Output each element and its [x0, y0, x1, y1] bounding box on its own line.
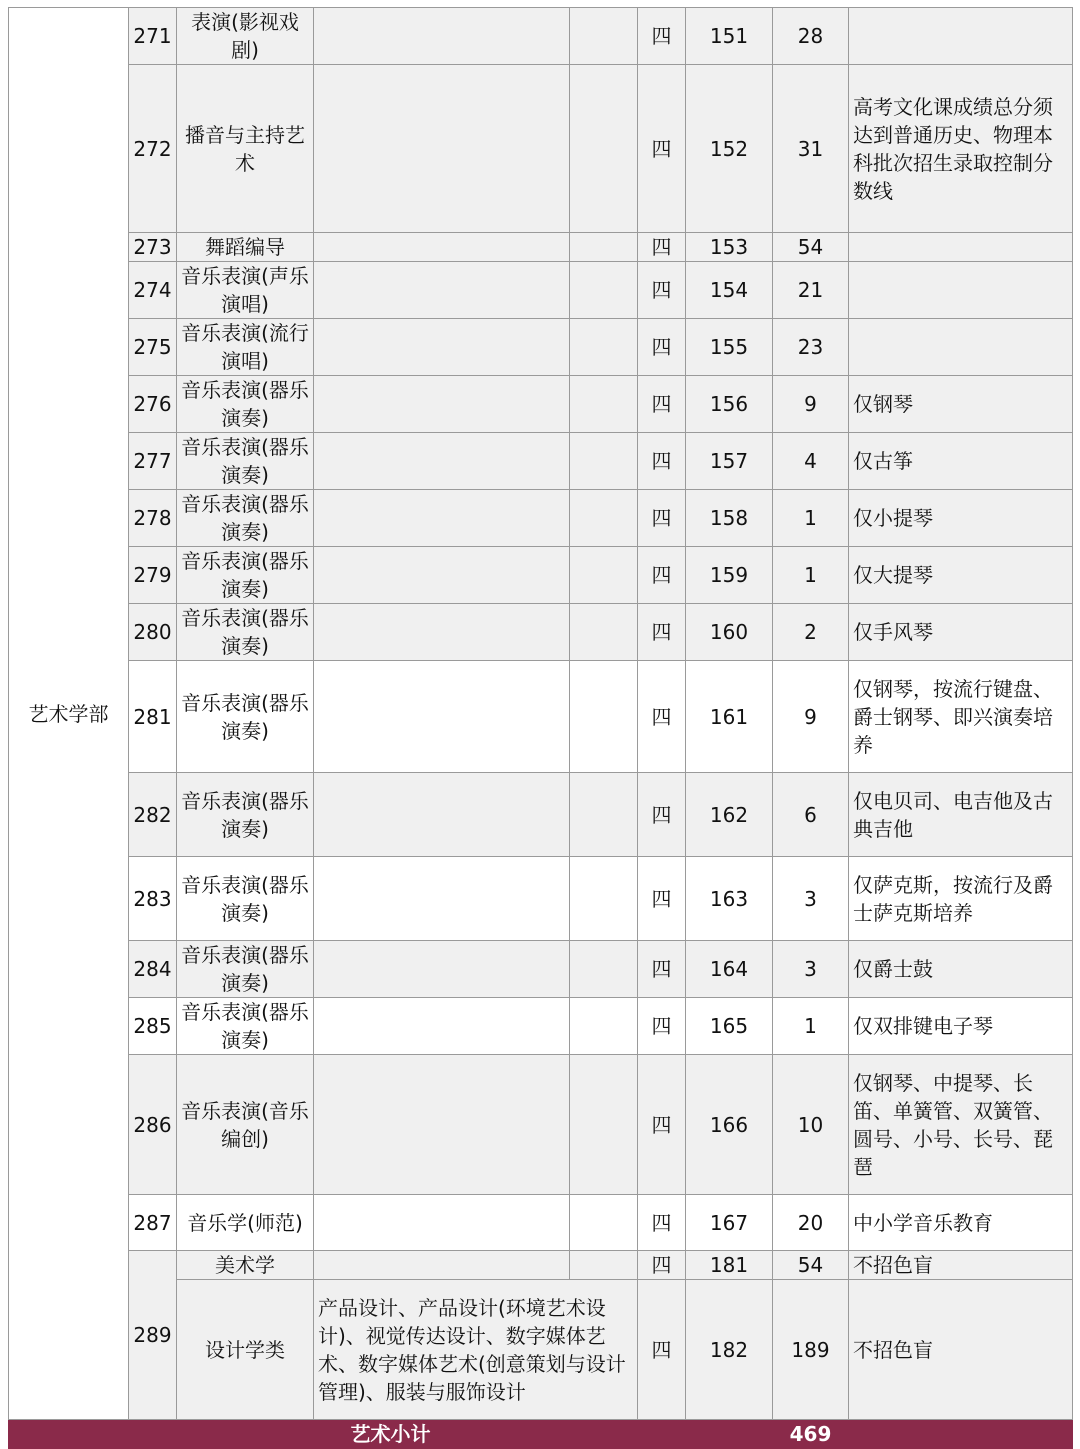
- major-name: 音乐表演(器乐演奏): [177, 998, 314, 1055]
- subtotal-label: 艺术小计: [9, 1420, 773, 1449]
- sub-majors: [314, 8, 570, 65]
- school-years: 四: [638, 547, 686, 604]
- school-years: 四: [638, 376, 686, 433]
- sub-majors: [314, 65, 570, 233]
- plan-count: 9: [773, 661, 849, 773]
- blank-cell: [570, 1251, 638, 1280]
- remark: [849, 319, 1073, 376]
- remark: 仅钢琴、中提琴、长笛、单簧管、双簧管、圆号、小号、长号、琵琶: [849, 1055, 1073, 1195]
- remark: 仅电贝司、电吉他及古典吉他: [849, 773, 1073, 857]
- row-number: 274: [129, 262, 177, 319]
- school-years: 四: [638, 262, 686, 319]
- school-years: 四: [638, 8, 686, 65]
- row-number: 275: [129, 319, 177, 376]
- table-row: [9, 65, 1073, 233]
- plan-count: 28: [773, 8, 849, 65]
- row-number: 285: [129, 998, 177, 1055]
- table-row: [9, 8, 1073, 65]
- table-row: [9, 773, 1073, 857]
- sub-majors: [314, 376, 570, 433]
- remark: [849, 233, 1073, 262]
- plan-count: 3: [773, 857, 849, 941]
- major-name: 音乐表演(器乐演奏): [177, 941, 314, 998]
- blank-cell: [570, 1055, 638, 1195]
- sub-majors: [314, 998, 570, 1055]
- major-code: 163: [686, 857, 773, 941]
- row-number: 283: [129, 857, 177, 941]
- blank-cell: [570, 233, 638, 262]
- major-code: 158: [686, 490, 773, 547]
- major-code: 182: [686, 1280, 773, 1420]
- major-name: 音乐表演(器乐演奏): [177, 547, 314, 604]
- row-number: 284: [129, 941, 177, 998]
- table-row: [9, 1251, 1073, 1280]
- sub-majors: [314, 661, 570, 773]
- major-code: 154: [686, 262, 773, 319]
- row-number: 280: [129, 604, 177, 661]
- row-number: 273: [129, 233, 177, 262]
- blank-cell: [570, 661, 638, 773]
- school-years: 四: [638, 1280, 686, 1420]
- plan-count: 3: [773, 941, 849, 998]
- table-row: [9, 433, 1073, 490]
- major-code: 159: [686, 547, 773, 604]
- remark: 仅小提琴: [849, 490, 1073, 547]
- major-name: 音乐表演(器乐演奏): [177, 604, 314, 661]
- school-years: 四: [638, 604, 686, 661]
- major-code: 167: [686, 1195, 773, 1251]
- major-name: 音乐表演(器乐演奏): [177, 433, 314, 490]
- school-years: 四: [638, 65, 686, 233]
- subtotal-plan: 469: [773, 1420, 849, 1449]
- blank-cell: [570, 65, 638, 233]
- major-name: 设计学类: [177, 1280, 314, 1420]
- major-name: 音乐表演(音乐编创): [177, 1055, 314, 1195]
- sub-majors: [314, 857, 570, 941]
- table-row: [9, 490, 1073, 547]
- major-code: 160: [686, 604, 773, 661]
- table-row: [9, 1195, 1073, 1251]
- major-name: 舞蹈编导: [177, 233, 314, 262]
- major-name: 音乐表演(器乐演奏): [177, 376, 314, 433]
- row-number: 278: [129, 490, 177, 547]
- major-name: 音乐表演(器乐演奏): [177, 661, 314, 773]
- major-name: 音乐学(师范): [177, 1195, 314, 1251]
- plan-count: 10: [773, 1055, 849, 1195]
- school-years: 四: [638, 433, 686, 490]
- row-number: 271: [129, 8, 177, 65]
- plan-count: 1: [773, 547, 849, 604]
- sub-majors: [314, 319, 570, 376]
- sub-majors: [314, 262, 570, 319]
- major-code: 151: [686, 8, 773, 65]
- sub-majors: 产品设计、产品设计(环境艺术设计)、视觉传达设计、数字媒体艺术、数字媒体艺术(创意策划与设计管理)、服装与服饰设计: [314, 1280, 638, 1420]
- major-name: 音乐表演(器乐演奏): [177, 857, 314, 941]
- major-code: 156: [686, 376, 773, 433]
- blank-cell: [570, 490, 638, 547]
- school-years: 四: [638, 319, 686, 376]
- sub-majors: [314, 233, 570, 262]
- row-number: 289: [129, 1251, 177, 1420]
- remark: 仅古筝: [849, 433, 1073, 490]
- remark: 不招色盲: [849, 1280, 1073, 1420]
- blank-cell: [570, 857, 638, 941]
- major-code: 165: [686, 998, 773, 1055]
- table-row: [9, 262, 1073, 319]
- row-number: 287: [129, 1195, 177, 1251]
- major-name: 音乐表演(器乐演奏): [177, 773, 314, 857]
- table-row: [9, 547, 1073, 604]
- major-code: 161: [686, 661, 773, 773]
- row-number: 276: [129, 376, 177, 433]
- plan-count: 1: [773, 998, 849, 1055]
- remark: 仅大提琴: [849, 547, 1073, 604]
- plan-count: 23: [773, 319, 849, 376]
- table-row: [9, 857, 1073, 941]
- plan-count: 2: [773, 604, 849, 661]
- plan-count: 54: [773, 233, 849, 262]
- sub-majors: [314, 941, 570, 998]
- major-name: 音乐表演(器乐演奏): [177, 490, 314, 547]
- remark: [849, 8, 1073, 65]
- school-years: 四: [638, 998, 686, 1055]
- school-years: 四: [638, 1251, 686, 1280]
- blank-cell: [570, 1195, 638, 1251]
- row-number: 279: [129, 547, 177, 604]
- plan-count: 189: [773, 1280, 849, 1420]
- major-code: 155: [686, 319, 773, 376]
- major-code: 157: [686, 433, 773, 490]
- subtotal-row: [9, 1420, 1073, 1449]
- enrollment-table: [8, 7, 1073, 1449]
- table-row: [9, 319, 1073, 376]
- remark: 仅爵士鼓: [849, 941, 1073, 998]
- remark: 仅萨克斯，按流行及爵士萨克斯培养: [849, 857, 1073, 941]
- school-years: 四: [638, 1055, 686, 1195]
- plan-count: 4: [773, 433, 849, 490]
- sub-majors: [314, 1055, 570, 1195]
- school-years: 四: [638, 661, 686, 773]
- major-code: 152: [686, 65, 773, 233]
- remark: [849, 262, 1073, 319]
- blank-cell: [570, 998, 638, 1055]
- plan-count: 6: [773, 773, 849, 857]
- major-code: 166: [686, 1055, 773, 1195]
- remark: 仅钢琴，按流行键盘、爵士钢琴、即兴演奏培养: [849, 661, 1073, 773]
- table-row: [9, 998, 1073, 1055]
- remark: 不招色盲: [849, 1251, 1073, 1280]
- row-number: 272: [129, 65, 177, 233]
- blank-cell: [570, 376, 638, 433]
- row-number: 282: [129, 773, 177, 857]
- remark: 仅双排键电子琴: [849, 998, 1073, 1055]
- table-row: [9, 604, 1073, 661]
- school-years: 四: [638, 941, 686, 998]
- plan-count: 21: [773, 262, 849, 319]
- school-years: 四: [638, 773, 686, 857]
- school-years: 四: [638, 857, 686, 941]
- plan-count: 54: [773, 1251, 849, 1280]
- sub-majors: [314, 773, 570, 857]
- sub-majors: [314, 604, 570, 661]
- major-code: 164: [686, 941, 773, 998]
- major-name: 美术学: [177, 1251, 314, 1280]
- plan-count: 20: [773, 1195, 849, 1251]
- blank-cell: [570, 547, 638, 604]
- school-years: 四: [638, 1195, 686, 1251]
- blank-cell: [570, 941, 638, 998]
- subtotal-remark: [849, 1420, 1073, 1449]
- table-row: [9, 1055, 1073, 1195]
- major-name: 表演(影视戏剧): [177, 8, 314, 65]
- remark: 中小学音乐教育: [849, 1195, 1073, 1251]
- plan-count: 9: [773, 376, 849, 433]
- table-row: [9, 376, 1073, 433]
- major-name: 音乐表演(声乐演唱): [177, 262, 314, 319]
- major-name: 音乐表演(流行演唱): [177, 319, 314, 376]
- row-number: 281: [129, 661, 177, 773]
- department-cell: 艺术学部: [9, 8, 129, 1420]
- row-number: 277: [129, 433, 177, 490]
- blank-cell: [570, 319, 638, 376]
- plan-count: 1: [773, 490, 849, 547]
- sub-majors: [314, 490, 570, 547]
- blank-cell: [570, 262, 638, 319]
- table-row: [9, 233, 1073, 262]
- remark: 仅手风琴: [849, 604, 1073, 661]
- row-number: 286: [129, 1055, 177, 1195]
- sub-majors: [314, 1195, 570, 1251]
- remark: 高考文化课成绩总分须达到普通历史、物理本科批次招生录取控制分数线: [849, 65, 1073, 233]
- sub-majors: [314, 1251, 570, 1280]
- blank-cell: [570, 604, 638, 661]
- major-code: 181: [686, 1251, 773, 1280]
- table-row: [9, 941, 1073, 998]
- sub-majors: [314, 547, 570, 604]
- table-row: [9, 661, 1073, 773]
- sub-majors: [314, 433, 570, 490]
- major-code: 153: [686, 233, 773, 262]
- plan-count: 31: [773, 65, 849, 233]
- blank-cell: [570, 773, 638, 857]
- blank-cell: [570, 8, 638, 65]
- blank-cell: [570, 433, 638, 490]
- major-name: 播音与主持艺术: [177, 65, 314, 233]
- major-code: 162: [686, 773, 773, 857]
- school-years: 四: [638, 490, 686, 547]
- school-years: 四: [638, 233, 686, 262]
- remark: 仅钢琴: [849, 376, 1073, 433]
